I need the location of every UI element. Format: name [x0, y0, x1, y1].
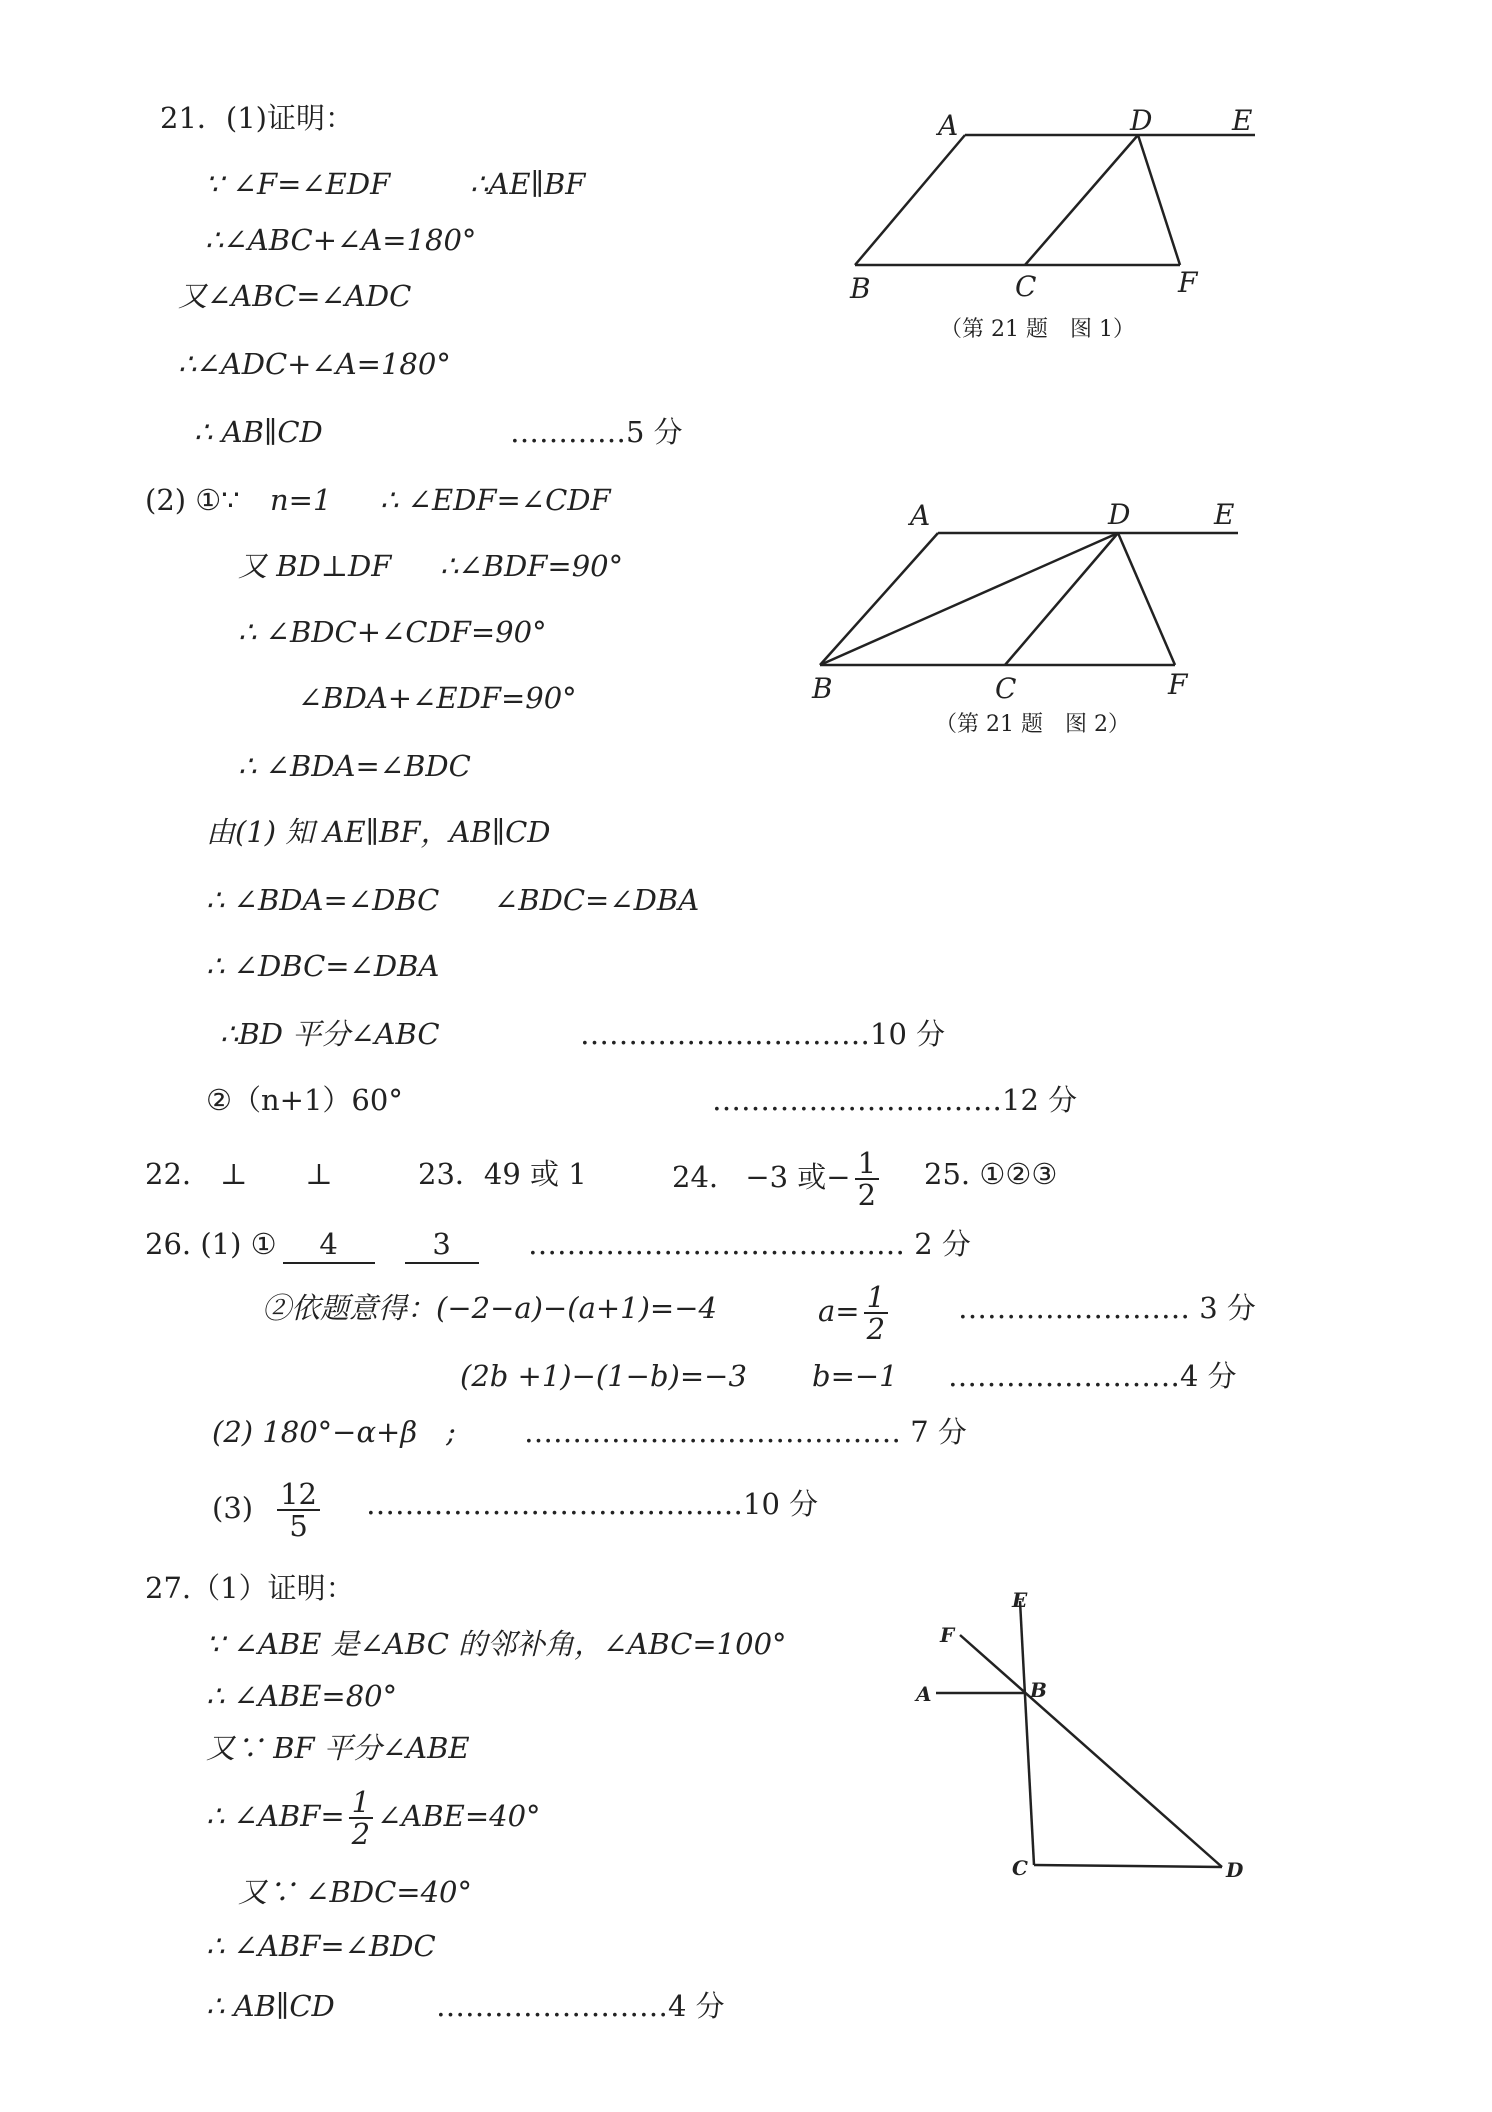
q26-line1 — [145, 1226, 479, 1264]
fig27-label-a: A — [916, 1682, 932, 1706]
q21-part2-perp: 又 BD⊥DF — [238, 549, 392, 583]
q21-line2: ∴∠ABC+∠A=180° — [205, 223, 477, 257]
q27-denominator: 2 — [351, 1817, 371, 1851]
fig27-label-b: B — [1030, 1678, 1047, 1702]
q27-line4b: ∠ABE=40° — [377, 1799, 541, 1833]
q21-score-12: …………………………12 分 — [712, 1083, 1078, 1117]
q26-score-2: ………………………………… 2 分 — [528, 1227, 971, 1261]
q26-a-fraction — [864, 1282, 888, 1344]
fig27-label-d: D — [1226, 1858, 1244, 1882]
q24-label: 24. — [672, 1160, 719, 1194]
q26-part3-fraction — [277, 1479, 320, 1541]
q27-line5: 又∵ ∠BDC=40° — [238, 1875, 472, 1909]
q27-line6: ∴ ∠ABF=∠BDC — [206, 1929, 436, 1963]
q25-answer: 25. ①②③ — [924, 1157, 1058, 1191]
fig1-label-b: B — [850, 272, 871, 305]
q21-part2-bdc-sum: ∴ ∠BDC+∠CDF=90° — [238, 615, 547, 649]
q21-line3: 又∠ABC=∠ADC — [178, 279, 412, 313]
q26-part3-denominator: 5 — [289, 1509, 308, 1543]
q21-score-10: …………………………10 分 — [580, 1017, 946, 1051]
fig2-label-d: D — [1108, 498, 1131, 531]
q27-line4 — [206, 1776, 541, 1856]
q21-line5: ∴ AB∥CD — [194, 415, 323, 449]
q27-fraction — [349, 1787, 373, 1849]
q26-score-7: ………………………………… 7 分 — [524, 1415, 967, 1449]
q21-part2-from1: 由(1) 知 AE∥BF，AB∥CD — [206, 815, 551, 849]
q26-score-4: ……………………4 分 — [948, 1359, 1237, 1393]
q24-numerator: 1 — [855, 1148, 879, 1180]
q21-part2-bdf: ∴∠BDF=90° — [440, 549, 624, 583]
fig2-label-e: E — [1214, 498, 1235, 531]
q27-line7: ∴ AB∥CD — [206, 1989, 335, 2023]
q26-part3-label: (3) — [212, 1491, 254, 1525]
fig1-label-f: F — [1178, 266, 1198, 299]
q21-line1a: ∵ ∠F=∠EDF — [205, 167, 391, 201]
q21-part2-bisect: ∴BD 平分∠ABC — [220, 1017, 440, 1051]
q26-a-answer — [818, 1276, 892, 1346]
q21-part2-bda-sum: ∠BDA+∠EDF=90° — [298, 681, 577, 715]
q21-part2-bdc-dba: ∠BDC=∠DBA — [494, 883, 700, 917]
fig27-label-f: F — [940, 1623, 955, 1647]
q24-denominator: 2 — [857, 1178, 877, 1212]
q26-blank-2: 3 — [405, 1226, 479, 1264]
q24-text: −3 或− — [745, 1160, 851, 1194]
q21-part2-answer: ②（n+1）60° — [206, 1083, 403, 1117]
q27-line1: ∵ ∠ABE 是∠ABC 的邻补角，∠ABC=100° — [206, 1627, 787, 1661]
q26-line4: (2) 180°−α+β ; — [212, 1415, 456, 1449]
q26-label: 26. (1) ① — [145, 1227, 277, 1261]
fig1-label-d: D — [1130, 104, 1153, 137]
fig2-label-a: A — [910, 499, 931, 532]
q21-figure-1 — [840, 100, 1280, 360]
q21-title: 21．(1)证明： — [160, 101, 354, 135]
q21-part2-n: n=1 — [270, 483, 332, 517]
q27-numerator: 1 — [349, 1787, 373, 1819]
fig27-label-e: E — [1012, 1588, 1028, 1612]
q23-answer: 23．49 或 1 — [418, 1157, 587, 1191]
fig27-label-c: C — [1012, 1856, 1028, 1880]
fig2-label-f: F — [1168, 668, 1188, 701]
fig2-label-b: B — [812, 672, 833, 705]
q26-line2: ②依题意得：(−2−a)−(a+1)=−4 — [262, 1291, 717, 1325]
q26-line5 — [212, 1468, 324, 1548]
q21-part2-edf: ∴ ∠EDF=∠CDF — [380, 483, 611, 517]
q21-line1b: ∴AE∥BF — [470, 167, 586, 201]
q27-line4a: ∴ ∠ABF= — [206, 1799, 345, 1833]
q27-title: 27.（1）证明： — [145, 1571, 355, 1605]
q24-answer — [672, 1142, 883, 1212]
fig1-label-a: A — [938, 109, 959, 142]
q21-figure-2 — [800, 495, 1260, 745]
fig1-label-c: C — [1015, 270, 1037, 303]
q27-line3: 又∵ BF 平分∠ABE — [206, 1731, 470, 1765]
q21-part2-bda-bdc: ∴ ∠BDA=∠BDC — [238, 749, 471, 783]
q26-blank-1: 4 — [283, 1226, 375, 1264]
fig1-label-e: E — [1232, 104, 1253, 137]
q21-score-5: …………5 分 — [510, 415, 683, 449]
q21-part2-label: (2) ①∵ — [145, 483, 240, 517]
q22-answer: 22. ⊥ ⊥ — [145, 1157, 333, 1191]
q27-figure — [900, 1585, 1260, 1885]
q26-a-denominator: 2 — [866, 1312, 886, 1346]
q24-fraction — [855, 1148, 879, 1210]
q26-score-3: …………………… 3 分 — [958, 1291, 1256, 1325]
fig1-caption: （第 21 题 图 1） — [940, 317, 1135, 342]
q26-score-10: …………………………………10 分 — [366, 1487, 819, 1521]
q26-b-answer: b=−1 — [812, 1359, 898, 1393]
q21-part2-bda-dbc: ∴ ∠BDA=∠DBC — [206, 883, 440, 917]
q26-a-numerator: 1 — [864, 1282, 888, 1314]
q26-a-text: a= — [818, 1294, 860, 1328]
q26-line3: (2b +1)−(1−b)=−3 — [460, 1359, 747, 1393]
fig2-label-c: C — [995, 672, 1017, 705]
q27-line2: ∴ ∠ABE=80° — [206, 1679, 398, 1713]
fig2-caption: （第 21 题 图 2） — [935, 712, 1130, 737]
q21-part2-dbc-dba: ∴ ∠DBC=∠DBA — [206, 949, 440, 983]
q27-score-4: ……………………4 分 — [436, 1989, 725, 2023]
q26-part3-numerator: 12 — [277, 1479, 320, 1511]
q21-line4: ∴∠ADC+∠A=180° — [178, 347, 451, 381]
